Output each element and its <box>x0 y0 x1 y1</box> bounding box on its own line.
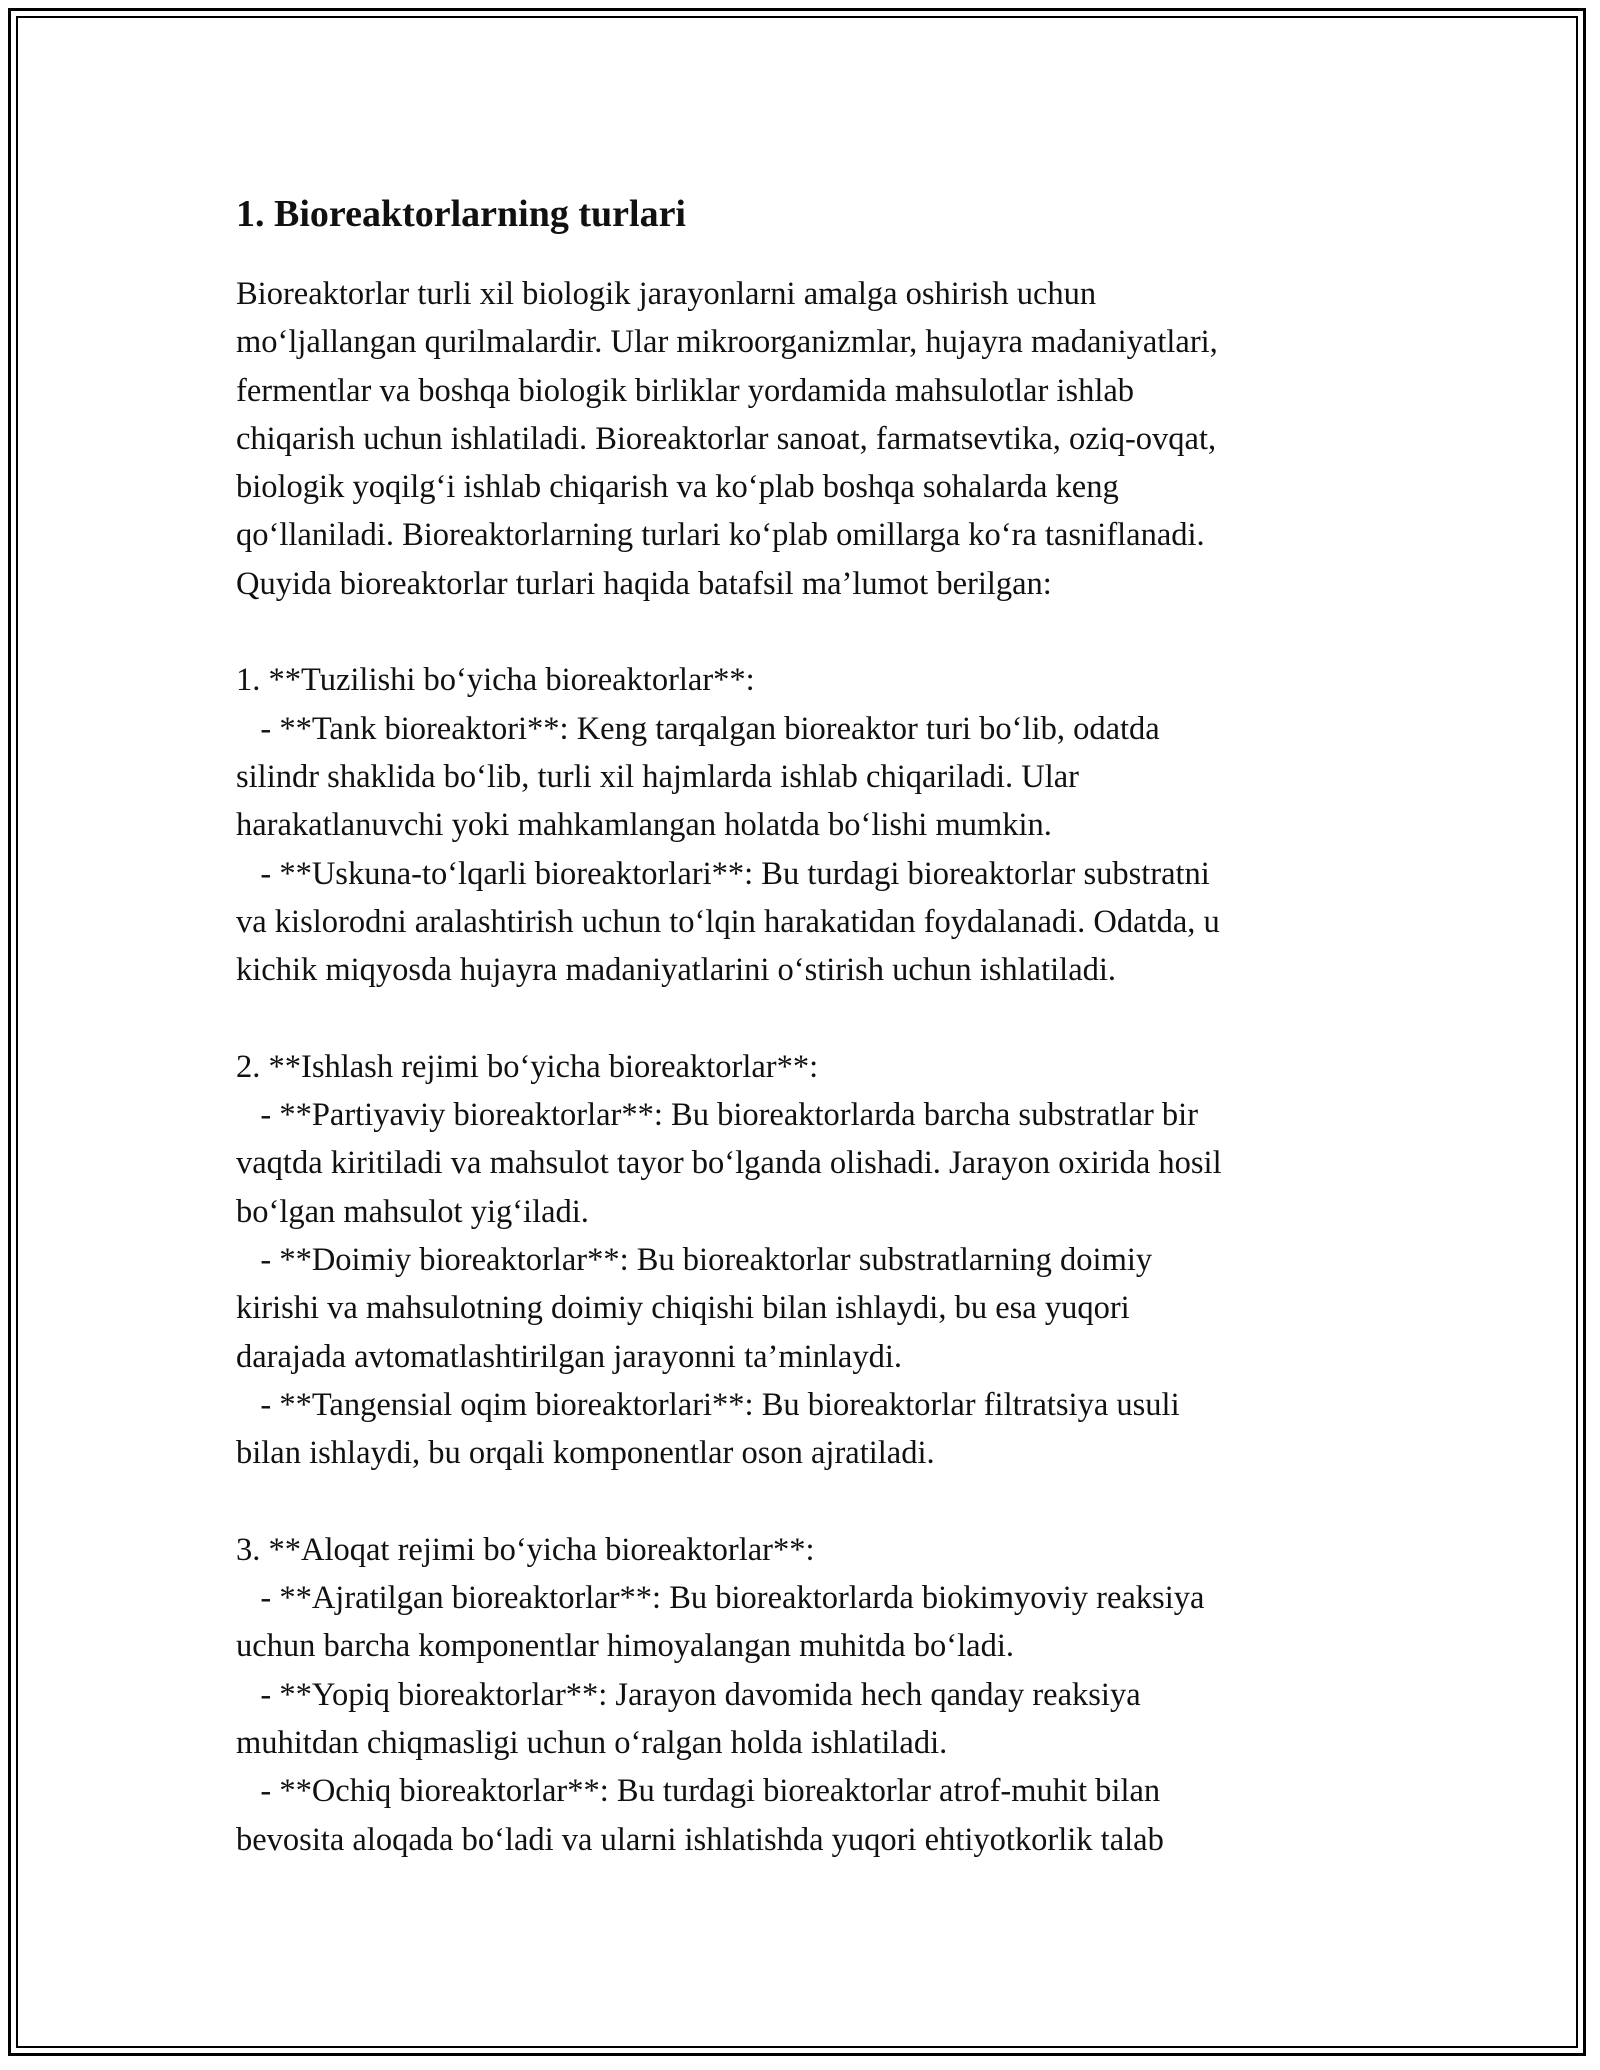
document-body-text: Bioreaktorlar turli xil biologik jarayonlarni amalga oshirish uchun mo‘ljallangan qurilmalardir. Ular mikroorganizmlar, hujayra madaniyatlari, fermentlar va boshqa biologik birliklar yordamida mahsulotlar ishlab chiqarish uchun ishlatiladi. Bioreaktorlar sanoat, farmatsevtika, oziq-ovqat, biologik yoqilg‘i ishlab chiqarish va ko‘plab boshqa sohalarda keng qo‘llaniladi. Bioreaktorlarning turlari ko‘plab omillarga ko‘ra tasniflanadi. Quyida bioreaktorlar turlari haqida batafsil ma’lumot berilgan: 1. **Tuzilishi bo‘yicha bioreaktorlar**: - **Tank bioreaktori**: Keng tarqalgan bioreaktor turi bo‘lib, odatda silindr shaklida bo‘lib, turli xil hajmlarda ishlab chiqariladi. Ular harakatlanuvchi yoki mahkamlangan holatda bo‘lishi mumkin. - **Uskuna-to‘lqarli bioreaktorlari**: Bu turdagi bioreaktorlar substratni va kislorodni aralashtirish uchun to‘lqin harakatidan foydalanadi. Odatda, u kichik miqyosda hujayra madaniyatlarini o‘stirish uchun ishlatiladi. 2. **Ishlash rejimi bo‘yicha bioreaktorlar**: - **Partiyaviy bioreaktorlar**: Bu bioreaktorlarda barcha substratlar bir vaqtda kiritiladi va mahsulot tayor bo‘lganda olishadi. Jarayon oxirida hosil bo‘lgan mahsulot yig‘iladi. - **Doimiy bioreaktorlar**: Bu bioreaktorlar substratlarning doimiy kirishi va mahsulotning doimiy chiqishi bilan ishlaydi, bu esa yuqori darajada avtomatlashtirilgan jarayonni ta’minlaydi. - **Tangensial oqim bioreaktorlari**: Bu bioreaktorlar filtratsiya usuli bilan ishlaydi, bu orqali komponentlar oson ajratiladi. 3. **Aloqat rejimi bo‘yicha bioreaktorlar**: - **Ajratilgan bioreaktorlar**: Bu bioreaktorlarda biokimyoviy reaksiya uchun barcha komponentlar himoyalangan muhitda bo‘ladi. - **Yopiq bioreaktorlar**: Jarayon davomida hech qanday reaksiya muhitdan chiqmasligi uchun o‘ralgan holda ishlatiladi. - **Ochiq bioreaktorlar**: Bu turdagi bioreaktorlar atrof-muhit bilan bevosita aloqada bo‘ladi va ularni ishlatishda yuqori ehtiyotkorlik talab <box>236 276 1222 1858</box>
document-content <box>236 186 1366 1864</box>
document-heading: 1. Bioreaktorlarning turlari <box>236 193 686 235</box>
